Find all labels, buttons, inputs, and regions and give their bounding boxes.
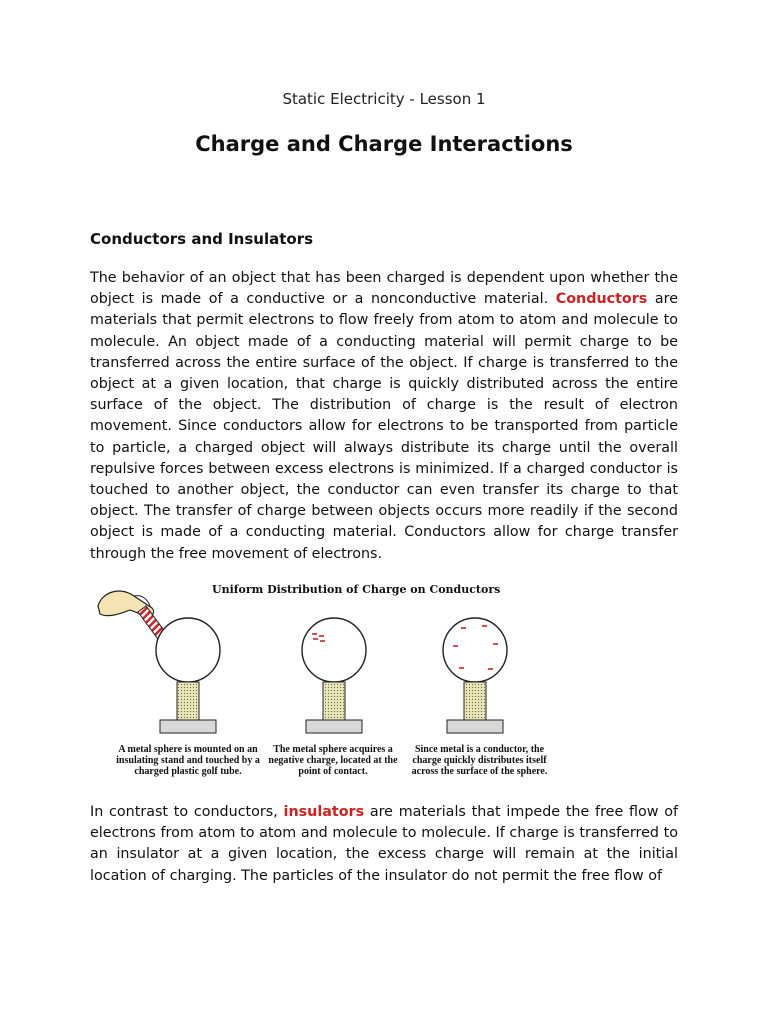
section-heading: Conductors and Insulators	[90, 230, 314, 248]
metal-sphere-icon	[156, 618, 220, 682]
insulators-paragraph	[90, 802, 678, 887]
charge-distribution-figure	[90, 578, 590, 783]
lesson-subtitle: Static Electricity - Lesson 1	[282, 90, 486, 108]
paragraph-text: In contrast to conductors,	[90, 804, 278, 820]
scene-distributed	[443, 618, 507, 733]
insulating-stand-icon	[160, 682, 216, 733]
insulating-stand-icon	[306, 682, 362, 733]
scene-touching	[98, 591, 220, 733]
figure-title: Uniform Distribution of Charge on Conductors	[212, 583, 501, 596]
paragraph-text: The behavior of an object that has been charged is dependent upon whether the object is made of a conductive or a nonconductive material.	[90, 270, 678, 308]
paragraph-text: are materials that impede the free flow of electrons from atom to atom and molecule to molecule. If charge is transferred to an insulator at a given location, the excess charge will remain at the initial location of charging. The particles of the insulator do not permit the free flow of	[90, 804, 678, 884]
page-title: Charge and Charge Interactions	[195, 132, 573, 156]
insulating-stand-icon	[447, 682, 503, 733]
figure-caption-2: The metal sphere acquires a negative charge, located at the point of contact.	[268, 744, 398, 777]
scene-charged-point	[302, 618, 366, 733]
figure-caption-1: A metal sphere is mounted on an insulating stand and touched by a charged plastic golf tube.	[116, 744, 260, 777]
conductors-term: Conductors	[555, 291, 648, 308]
insulators-term: insulators	[283, 804, 365, 820]
metal-sphere-icon	[443, 618, 507, 682]
paragraph-text: are materials that permit electrons to flow freely from atom to atom and molecule to molecule. An object made of a conducting material will permit charge to be transferred across the entire surface of the object. If charge is transferred to the object at a given location, that charge is quickly distributed across the entire surface of the object. The distribution of charge is the result of electron movement. Since conductors allow for electrons to be transported from particle to particle, a charged object will always distribute its charge until the overall repulsive forces between excess electrons is minimized. If a charged conductor is touched to another object, the conductor can even transfer its charge to that object. The transfer of charge between objects occurs more readily if the second object is made of a conducting material. Conductors allow for charge transfer through the free movement of electrons.	[90, 291, 679, 562]
figure-caption-3: Since metal is a conductor, the charge quickly distributes itself across the surface of the sphere.	[411, 744, 548, 777]
conductors-paragraph	[90, 268, 678, 565]
metal-sphere-icon	[302, 618, 366, 682]
